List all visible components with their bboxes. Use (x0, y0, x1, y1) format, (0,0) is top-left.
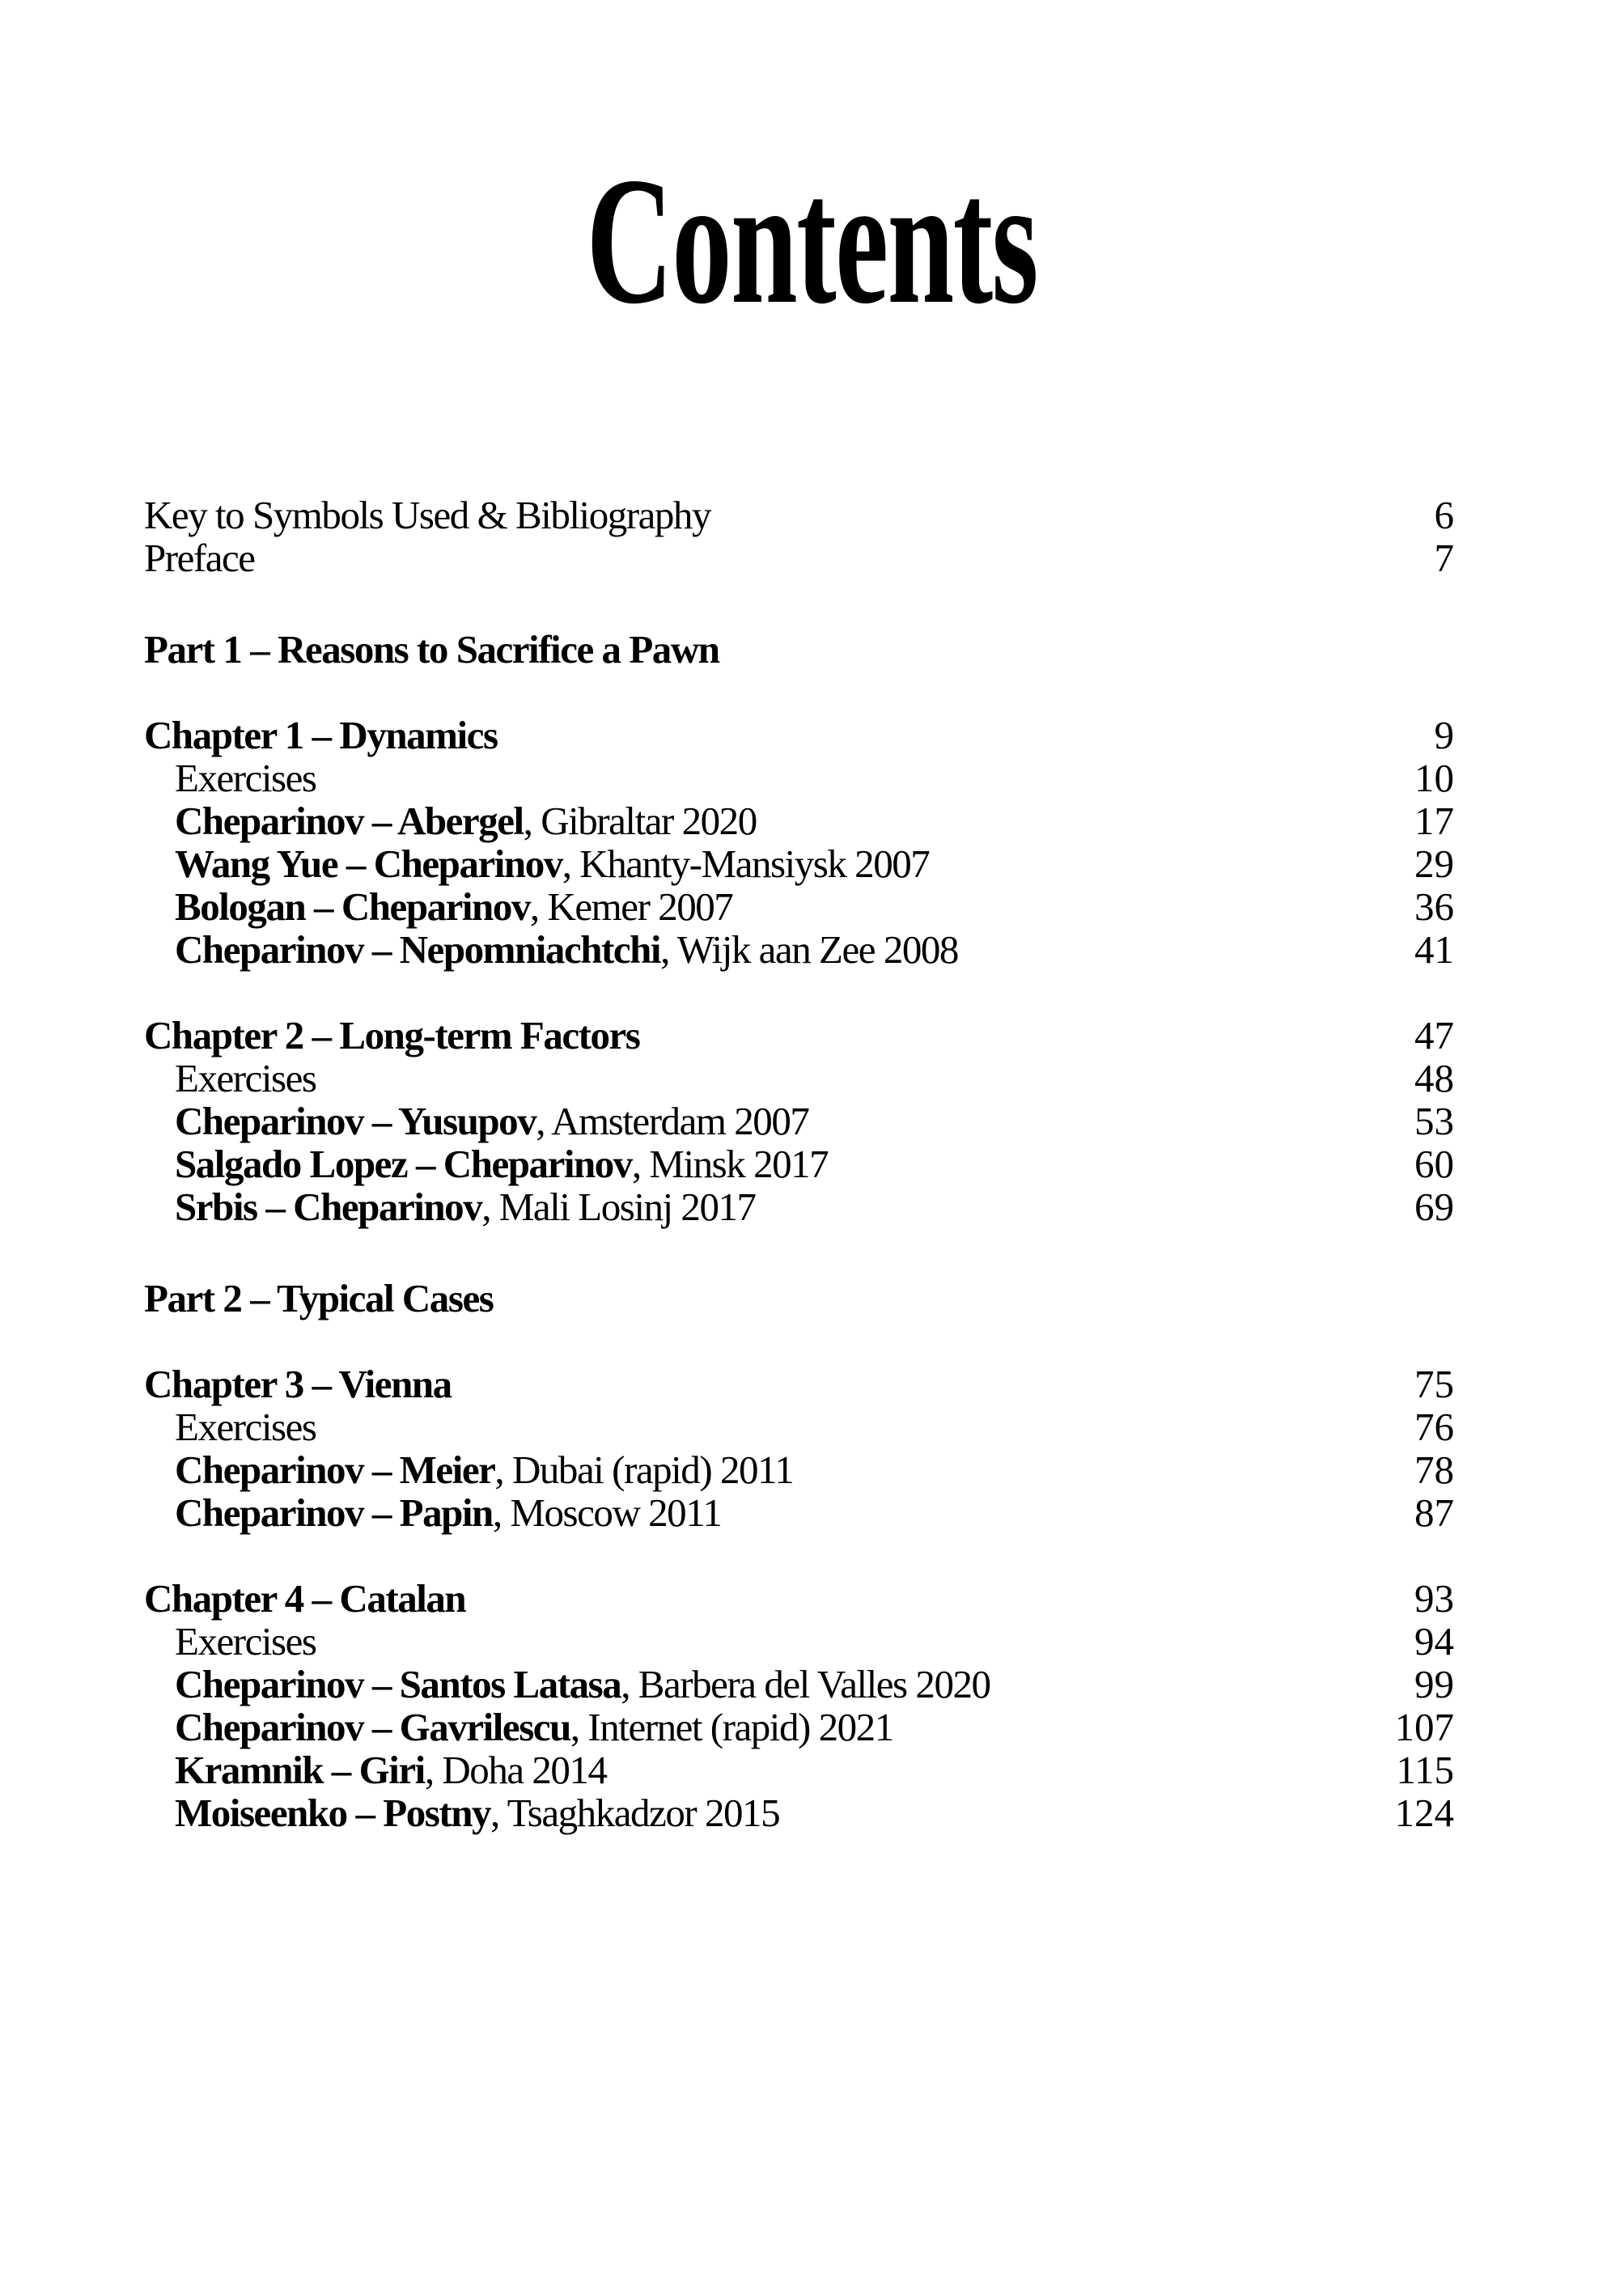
entry-detail: , Doha 2014 (424, 1748, 607, 1792)
page-number: 36 (1414, 884, 1454, 929)
chapter-heading-label: Chapter 1 – Dynamics (144, 713, 498, 757)
toc-entry-exercises (144, 1057, 1454, 1100)
entry-label: Preface (144, 536, 255, 580)
entry-players: Moiseenko – Postny (175, 1791, 491, 1835)
page-number: 93 (1414, 1576, 1454, 1621)
entry-detail: , Amsterdam 2007 (536, 1099, 809, 1143)
entry-label: Exercises (175, 756, 316, 800)
page-number: 29 (1414, 841, 1454, 886)
page-title-wrap (0, 0, 1624, 341)
page-number: 124 (1394, 1791, 1454, 1835)
part-heading (144, 1277, 1454, 1320)
page-number: 47 (1414, 1013, 1454, 1057)
toc-entry-game (144, 1185, 1454, 1228)
entry-detail: , Kemer 2007 (529, 884, 733, 929)
page-number: 41 (1414, 927, 1454, 972)
toc-entry-front-matter (144, 494, 1454, 536)
toc-entry-game (144, 1748, 1454, 1791)
entry-detail: , Moscow 2011 (492, 1490, 722, 1535)
entry-players: Bologan – Cheparinov (175, 884, 530, 929)
entry-players: Kramnik – Giri (175, 1748, 425, 1792)
toc-entry-game (144, 1448, 1454, 1491)
entry-players: Cheparinov – Nepomniachtchi (175, 927, 661, 972)
chapter-heading-label: Chapter 3 – Vienna (144, 1362, 452, 1406)
page-number: 69 (1414, 1185, 1454, 1229)
entry-label: Exercises (175, 1619, 316, 1664)
part-heading (144, 628, 1454, 671)
entry-detail: , Wijk aan Zee 2008 (660, 927, 958, 972)
toc-entry-game (144, 1142, 1454, 1185)
page-number: 7 (1434, 536, 1454, 580)
chapter-heading (144, 1363, 1454, 1405)
page-number: 53 (1414, 1099, 1454, 1143)
chapter-heading-label: Chapter 4 – Catalan (144, 1576, 466, 1621)
entry-detail: , Gibraltar 2020 (523, 799, 757, 843)
toc-entry-game (144, 1491, 1454, 1534)
toc-entry-game (144, 1706, 1454, 1748)
page-number: 78 (1414, 1447, 1454, 1492)
part-heading-label: Part 1 – Reasons to Sacrifice a Pawn (144, 627, 719, 672)
page-title: Contents (586, 139, 1038, 341)
chapter-heading (144, 1577, 1454, 1620)
page-number: 75 (1414, 1362, 1454, 1406)
entry-players: Wang Yue – Cheparinov (175, 841, 562, 886)
entry-detail: , Tsaghkadzor 2015 (490, 1791, 780, 1835)
page-number: 60 (1414, 1142, 1454, 1186)
toc-entry-exercises (144, 1620, 1454, 1663)
entry-players: Cheparinov – Gavrilescu (175, 1705, 570, 1749)
toc-entry-game (144, 799, 1454, 842)
toc-entry-exercises (144, 757, 1454, 799)
entry-detail: , Internet (rapid) 2021 (570, 1705, 893, 1749)
entry-label: Exercises (175, 1056, 316, 1100)
page-number: 115 (1396, 1748, 1454, 1792)
page-number: 107 (1394, 1705, 1454, 1749)
part-heading-label: Part 2 – Typical Cases (144, 1276, 494, 1320)
entry-players: Cheparinov – Papin (175, 1490, 493, 1535)
entry-detail: , Barbera del Valles 2020 (621, 1662, 990, 1706)
page-number: 6 (1434, 493, 1454, 537)
toc-entry-front-matter (144, 536, 1454, 579)
chapter-heading (144, 714, 1454, 757)
toc-entry-exercises (144, 1405, 1454, 1448)
page-number: 99 (1414, 1662, 1454, 1706)
entry-detail: , Mali Losinj 2017 (481, 1185, 756, 1229)
toc-entry-game (144, 885, 1454, 928)
toc-entry-game (144, 1100, 1454, 1142)
chapter-heading-label: Chapter 2 – Long-term Factors (144, 1013, 640, 1057)
entry-players: Srbis – Cheparinov (175, 1185, 482, 1229)
page-number: 10 (1414, 756, 1454, 800)
toc-entry-game (144, 1663, 1454, 1706)
entry-detail: , Minsk 2017 (631, 1142, 829, 1186)
table-of-contents (144, 494, 1454, 1834)
chapter-heading (144, 1014, 1454, 1057)
toc-entry-game (144, 928, 1454, 971)
page-number: 76 (1414, 1405, 1454, 1449)
toc-entry-game (144, 1791, 1454, 1834)
entry-detail: , Khanty-Mansiysk 2007 (562, 841, 930, 886)
toc-entry-game (144, 842, 1454, 885)
entry-players: Cheparinov – Yusupov (175, 1099, 536, 1143)
entry-detail: , Dubai (rapid) 2011 (494, 1447, 794, 1492)
page-number: 9 (1434, 713, 1454, 757)
entry-players: Cheparinov – Santos Latasa (175, 1662, 621, 1706)
page-number: 48 (1414, 1056, 1454, 1100)
page-number: 87 (1414, 1490, 1454, 1535)
entry-players: Cheparinov – Abergel (175, 799, 524, 843)
entry-players: Salgado Lopez – Cheparinov (175, 1142, 632, 1186)
entry-players: Cheparinov – Meier (175, 1447, 495, 1492)
entry-label: Key to Symbols Used & Bibliography (144, 493, 710, 537)
page-number: 17 (1414, 799, 1454, 843)
entry-label: Exercises (175, 1405, 316, 1449)
page-number: 94 (1414, 1619, 1454, 1664)
